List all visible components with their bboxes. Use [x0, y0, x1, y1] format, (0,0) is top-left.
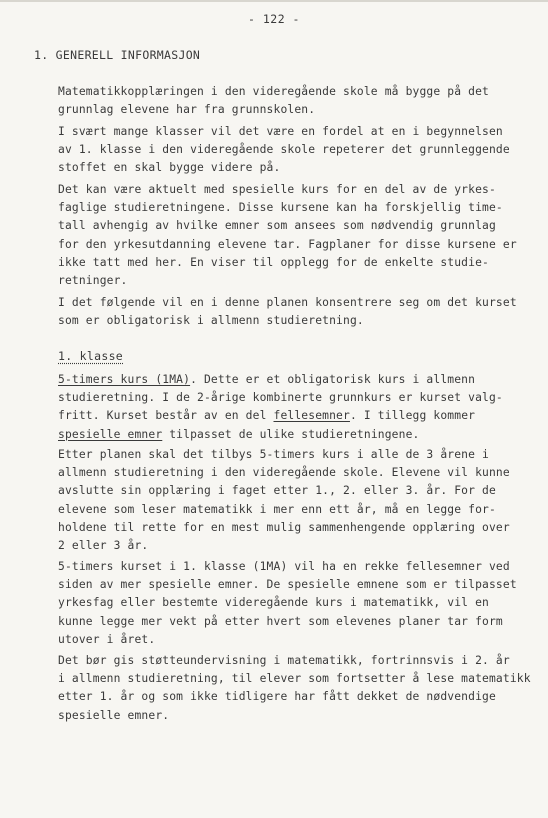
text-segment: . I tillegg kommer	[349, 409, 476, 423]
section-heading: 1. GENERELL INFORMASJON	[34, 48, 201, 62]
paragraph-1ma-course	[58, 371, 533, 444]
paragraph-focus: I det følgende vil en i denne planen konsentrere seg om det kurset som er obligatorisk i allmenn studieretning.	[58, 296, 517, 328]
text-segment: . Dette er et obligatorisk kurs i allmenn studieretning. I de 2-årige kombinerte grunnkurs er kurset valg- fritt. Kurset består av en del	[58, 373, 503, 423]
page-number: - 122 -	[248, 12, 300, 26]
paragraph-support-teaching: Det bør gis støtteundervisning i matematikk, fortrinnsvis i 2. år i allmenn studieretning, til elever som fortsetter å lese matematikk etter 1. år og som ikke tidligere har fått dekket de nødvendige spesielle emner.	[58, 654, 531, 722]
term-spesielle-emner: spesielle emner	[58, 427, 163, 441]
paragraph-special-courses: Det kan være aktuelt med spesielle kurs for en del av de yrkes- faglige studieretningene. Disse kursene kan ha forskjellig time- tall avhengig av hvilke emner som ansees som nødvendig grunnlag for den yrkesutdanning elevene tar. Fagplaner for disse kursene er ikke tatt med her. En viser til opplegg for de enkelte studie- retninger.	[58, 183, 517, 288]
paragraph-repetition: I svært mange klasser vil det være en fordel at en i begynnelsen av 1. klasse i den videregående skole repeterer det grunnleggende stoffet en skal bygge videre på.	[58, 125, 510, 175]
subheading-1-klasse: 1. klasse	[58, 349, 124, 363]
paragraph-three-years: Etter planen skal det tilbys 5-timers kurs i alle de 3 årene i allmenn studieretning i den videregående skole. Elevene vil kunne avslutte sin opplæring i faget etter 1., 2. eller 3. år. For de elevene som leser matematikk i mer enn ett år, må en legge for- holdene til rette for en mest mulig sammenhengende opplæring over 2 eller 3 år.	[58, 448, 510, 553]
paragraph-intro: Matematikkopplæringen i den videregående skole må bygge på det grunnlag elevene har fra grunnskolen.	[58, 85, 489, 117]
text-segment: tilpasset de ulike studieretningene.	[162, 427, 420, 441]
term-5-timers-kurs: 5-timers kurs (1MA)	[58, 373, 191, 386]
page-top-edge	[0, 0, 548, 2]
term-fellesemner: fellesemner	[273, 409, 350, 423]
paragraph-fellesemner: 5-timers kurset i 1. klasse (1MA) vil ha en rekke fellesemner ved siden av mer spesielle emner. De spesielle emnene som er tilpasset yrkesfag eller bestemte videregående kurs i matematikk, vil en kunne legge mer vekt på etter hvert som elevenes planer tar form utover i året.	[58, 560, 517, 646]
